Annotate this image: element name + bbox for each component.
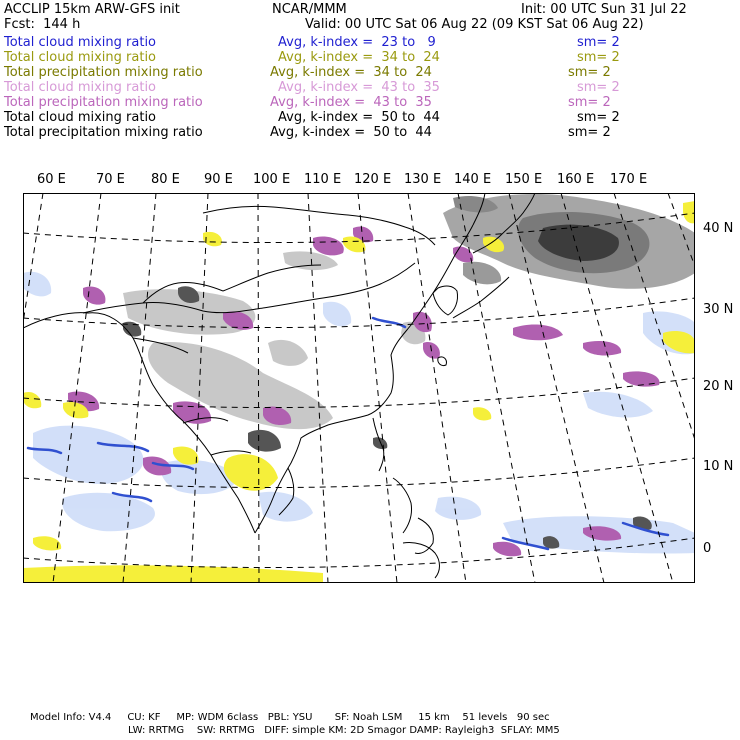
lon-label: 140 E bbox=[454, 172, 492, 187]
lon-label: 150 E bbox=[505, 172, 543, 187]
field-avg: Avg, k-index = 34 to 24 bbox=[270, 65, 432, 80]
field-name: Total cloud mixing ratio bbox=[4, 110, 157, 125]
lon-label: 60 E bbox=[37, 172, 66, 187]
model-title: ACCLIP 15km ARW-GFS init bbox=[4, 2, 180, 17]
organization: NCAR/MMM bbox=[272, 2, 347, 17]
footer-model-info: Model Info: V4.4 CU: KF MP: WDM 6class PBL: YSU SF: Noah LSM 15 km 51 levels 90 sec bbox=[30, 712, 550, 723]
lat-label: 20 N bbox=[703, 379, 734, 394]
lon-label: 80 E bbox=[151, 172, 180, 187]
lon-label: 120 E bbox=[354, 172, 392, 187]
lat-label: 40 N bbox=[703, 221, 734, 236]
field-name: Total cloud mixing ratio bbox=[4, 80, 157, 95]
field-name: Total precipitation mixing ratio bbox=[4, 65, 203, 80]
field-avg: Avg, k-index = 23 to 9 bbox=[278, 35, 436, 50]
lon-label: 70 E bbox=[96, 172, 125, 187]
lon-label: 100 E bbox=[253, 172, 291, 187]
lon-label: 170 E bbox=[610, 172, 648, 187]
field-sm: sm= 2 bbox=[577, 50, 620, 65]
field-avg: Avg, k-index = 43 to 35 bbox=[270, 95, 432, 110]
field-name: Total precipitation mixing ratio bbox=[4, 95, 203, 110]
footer-physics-info: LW: RRTMG SW: RRTMG DIFF: simple KM: 2D Smagor DAMP: Rayleigh3 SFLAY: MM5 bbox=[128, 725, 560, 736]
lon-label: 90 E bbox=[204, 172, 233, 187]
field-sm: sm= 2 bbox=[577, 80, 620, 95]
field-name: Total cloud mixing ratio bbox=[4, 50, 157, 65]
field-name: Total precipitation mixing ratio bbox=[4, 125, 203, 140]
init-time: Init: 00 UTC Sun 31 Jul 22 bbox=[521, 2, 687, 17]
field-sm: sm= 2 bbox=[577, 35, 620, 50]
lat-label: 10 N bbox=[703, 459, 734, 474]
forecast-map bbox=[23, 193, 695, 583]
field-sm: sm= 2 bbox=[568, 95, 611, 110]
field-sm: sm= 2 bbox=[568, 125, 611, 140]
lat-label: 0 bbox=[703, 541, 712, 556]
lat-label: 30 N bbox=[703, 302, 734, 317]
lon-label: 130 E bbox=[404, 172, 442, 187]
forecast-hour: Fcst: 144 h bbox=[4, 17, 81, 32]
field-avg: Avg, k-index = 34 to 24 bbox=[278, 50, 440, 65]
valid-time: Valid: 00 UTC Sat 06 Aug 22 (09 KST Sat 06 Aug 22) bbox=[305, 17, 644, 32]
field-sm: sm= 2 bbox=[568, 65, 611, 80]
lon-label: 160 E bbox=[557, 172, 595, 187]
field-avg: Avg, k-index = 50 to 44 bbox=[278, 110, 440, 125]
lon-label: 110 E bbox=[304, 172, 342, 187]
field-avg: Avg, k-index = 50 to 44 bbox=[270, 125, 432, 140]
field-avg: Avg, k-index = 43 to 35 bbox=[278, 80, 440, 95]
field-name: Total cloud mixing ratio bbox=[4, 35, 157, 50]
field-sm: sm= 2 bbox=[577, 110, 620, 125]
